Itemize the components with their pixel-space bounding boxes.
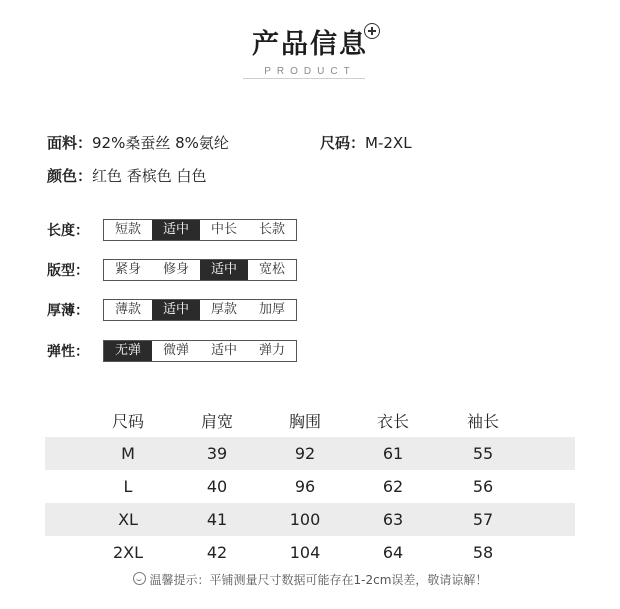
table-cell: 64: [382, 543, 404, 562]
attribute-option: 紧身: [114, 262, 141, 277]
table-cell: 92: [294, 444, 316, 463]
attribute-option: 加厚: [258, 302, 285, 317]
attribute-option: 厚款: [210, 302, 237, 317]
attribute-label: 长度：: [47, 223, 89, 239]
color-label: 颜色：: [47, 167, 93, 185]
table-row: [45, 470, 575, 503]
table-cell: XL: [118, 510, 138, 529]
fabric-info: [47, 132, 229, 153]
subtitle-divider: [243, 78, 365, 79]
table-cell: 63: [382, 510, 404, 529]
table-header-cell: 胸围: [288, 412, 321, 431]
attribute-options: [103, 259, 297, 281]
attribute-option: 宽松: [258, 262, 285, 277]
attribute-options: [103, 299, 297, 321]
color-value: 红色 香槟色 白色: [92, 167, 207, 185]
table-row: [45, 503, 575, 536]
page-title: 产品信息: [252, 29, 368, 60]
table-cell: 39: [206, 444, 228, 463]
table-header-cell: 尺码: [111, 412, 144, 431]
table-cell: 57: [472, 510, 494, 529]
fabric-value: 92%桑蚕丝 8%氨纶: [92, 134, 229, 152]
attribute-option: 微弹: [162, 343, 189, 358]
table-header-cell: 肩宽: [200, 412, 233, 431]
size-label: 尺码：: [320, 134, 366, 152]
smile-icon: [133, 572, 146, 585]
table-header-row: [45, 404, 575, 437]
plus-circle-icon: [364, 23, 380, 39]
table-cell: 56: [472, 477, 494, 496]
color-info: [47, 165, 207, 186]
attribute-option-selected: 无弹: [104, 341, 152, 361]
size-table: [45, 404, 575, 569]
attribute-options: [103, 219, 297, 241]
attribute-option: 薄款: [114, 302, 141, 317]
table-cell: 104: [289, 543, 321, 562]
table-row: [45, 437, 575, 470]
tip-text: 温馨提示：平铺测量尺寸数据可能存在1-2cm误差，敬请谅解！: [149, 573, 488, 587]
attribute-label: 厚薄：: [47, 303, 89, 319]
table-cell: 96: [294, 477, 316, 496]
attribute-option: 修身: [162, 262, 189, 277]
attribute-option: 长款: [258, 222, 285, 237]
attribute-option-selected: 适中: [200, 260, 248, 280]
attribute-option: 适中: [210, 343, 237, 358]
tip-line: [0, 571, 620, 588]
table-cell: L: [123, 477, 133, 496]
size-info: [320, 132, 412, 153]
table-cell: 61: [382, 444, 404, 463]
attribute-option-selected: 适中: [152, 220, 200, 240]
table-cell: 41: [206, 510, 228, 529]
table-cell: 42: [206, 543, 228, 562]
attribute-options: [103, 340, 297, 362]
table-row: [45, 536, 575, 569]
attribute-option: 弹力: [258, 343, 285, 358]
attribute-label: 版型：: [47, 263, 89, 279]
size-value: M-2XL: [365, 134, 412, 152]
table-cell: 2XL: [112, 543, 144, 562]
table-cell: 58: [472, 543, 494, 562]
attribute-option: 短款: [114, 222, 141, 237]
attribute-option: 中长: [210, 222, 237, 237]
table-cell: M: [121, 444, 135, 463]
table-header-cell: 袖长: [466, 412, 499, 431]
page-subtitle: PRODUCT: [264, 66, 356, 77]
table-header-cell: 衣长: [376, 412, 409, 431]
table-cell: 40: [206, 477, 228, 496]
attribute-option-selected: 适中: [152, 300, 200, 320]
attribute-label: 弹性：: [47, 344, 89, 360]
table-cell: 55: [472, 444, 494, 463]
table-cell: 100: [289, 510, 321, 529]
fabric-label: 面料：: [47, 134, 93, 152]
table-cell: 62: [382, 477, 404, 496]
